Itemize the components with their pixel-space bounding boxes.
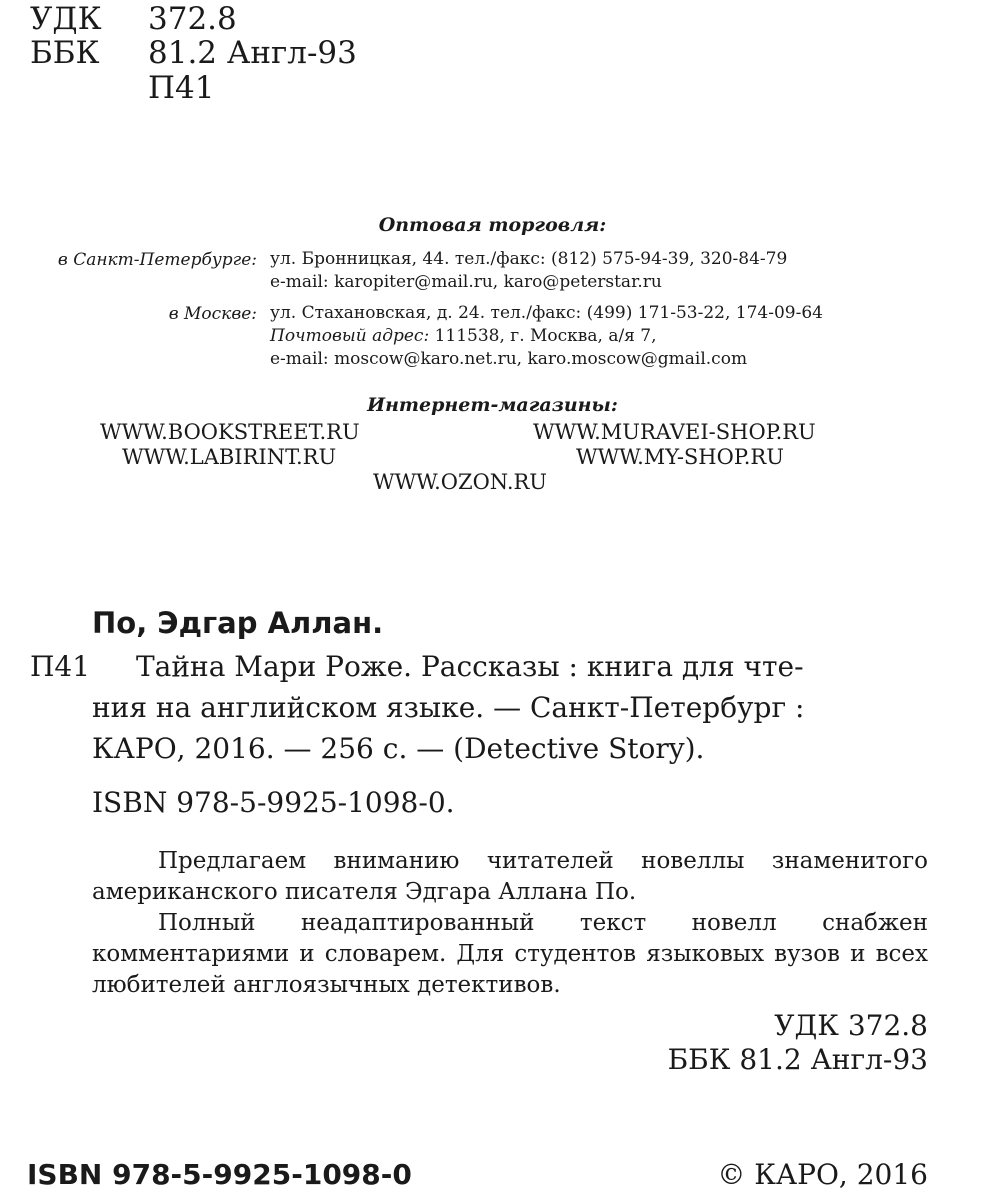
spb-address: ул. Бронницкая, 44. тел./факс: (812) 575-94-39, 320-84-79 xyxy=(270,249,788,269)
moscow-address: ул. Стахановская, д. 24. тел./факс: (499) 171-53-22, 174-09-64 xyxy=(270,303,823,323)
online-stores-heading: Интернет-магазины: xyxy=(367,394,618,416)
bib-title-line3: КАРО, 2016. — 256 с. — (Detective Story). xyxy=(92,732,705,765)
author-name: По, Эдгар Аллан. xyxy=(92,606,384,640)
store-link-ozon[interactable]: WWW.OZON.RU xyxy=(373,470,547,494)
bib-isbn: ISBN 978-5-9925-1098-0. xyxy=(92,786,455,819)
store-link-muravei[interactable]: WWW.MURAVEI-SHOP.RU xyxy=(533,420,816,444)
spb-city-label: в Санкт-Петербурге: xyxy=(57,250,257,270)
bib-mark: П41 xyxy=(30,650,91,683)
store-link-labirint[interactable]: WWW.LABIRINT.RU xyxy=(122,445,337,469)
wholesale-heading: Оптовая торговля: xyxy=(378,214,607,236)
moscow-postal xyxy=(270,325,657,348)
store-link-myshop[interactable]: WWW.MY-SHOP.RU xyxy=(576,445,784,469)
bib-title-line1: Тайна Мари Роже. Рассказы : книга для чте- xyxy=(136,650,804,683)
annotation-paragraph-2: Полный неадаптированный текст новелл снабжен комментариями и словарем. Для студентов языковых вузов и всех любителей англоязычных детективов. xyxy=(92,910,928,998)
annotation xyxy=(92,846,928,1001)
bib-title-line2: ния на английском языке. — Санкт-Петербург : xyxy=(92,691,805,724)
bbk-label: ББК xyxy=(30,35,100,71)
bottom-bbk: ББК 81.2 Англ-93 xyxy=(667,1043,928,1076)
annotation-paragraph-1: Предлагаем вниманию читателей новеллы знаменитого американского писателя Эдгара Аллана По. xyxy=(92,848,928,905)
udk-label: УДК xyxy=(30,1,102,37)
bottom-udk: УДК 372.8 xyxy=(774,1009,928,1042)
footer-copyright: © КАРО, 2016 xyxy=(717,1158,928,1191)
spb-email: e-mail: karopiter@mail.ru, karo@peterstar.ru xyxy=(270,272,662,292)
footer-isbn: ISBN 978-5-9925-1098-0 xyxy=(27,1158,412,1191)
udk-value: 372.8 xyxy=(148,1,237,37)
moscow-city-label: в Москве: xyxy=(168,304,257,324)
postal-label: Почтовый адрес: xyxy=(270,326,430,346)
moscow-email: e-mail: moscow@karo.net.ru, karo.moscow@gmail.com xyxy=(270,349,748,369)
author-mark: П41 xyxy=(148,70,215,106)
store-link-bookstreet[interactable]: WWW.BOOKSTREET.RU xyxy=(100,420,360,444)
postal-value: 111538, г. Москва, а/я 7, xyxy=(434,326,657,346)
bbk-value: 81.2 Англ-93 xyxy=(148,35,357,71)
